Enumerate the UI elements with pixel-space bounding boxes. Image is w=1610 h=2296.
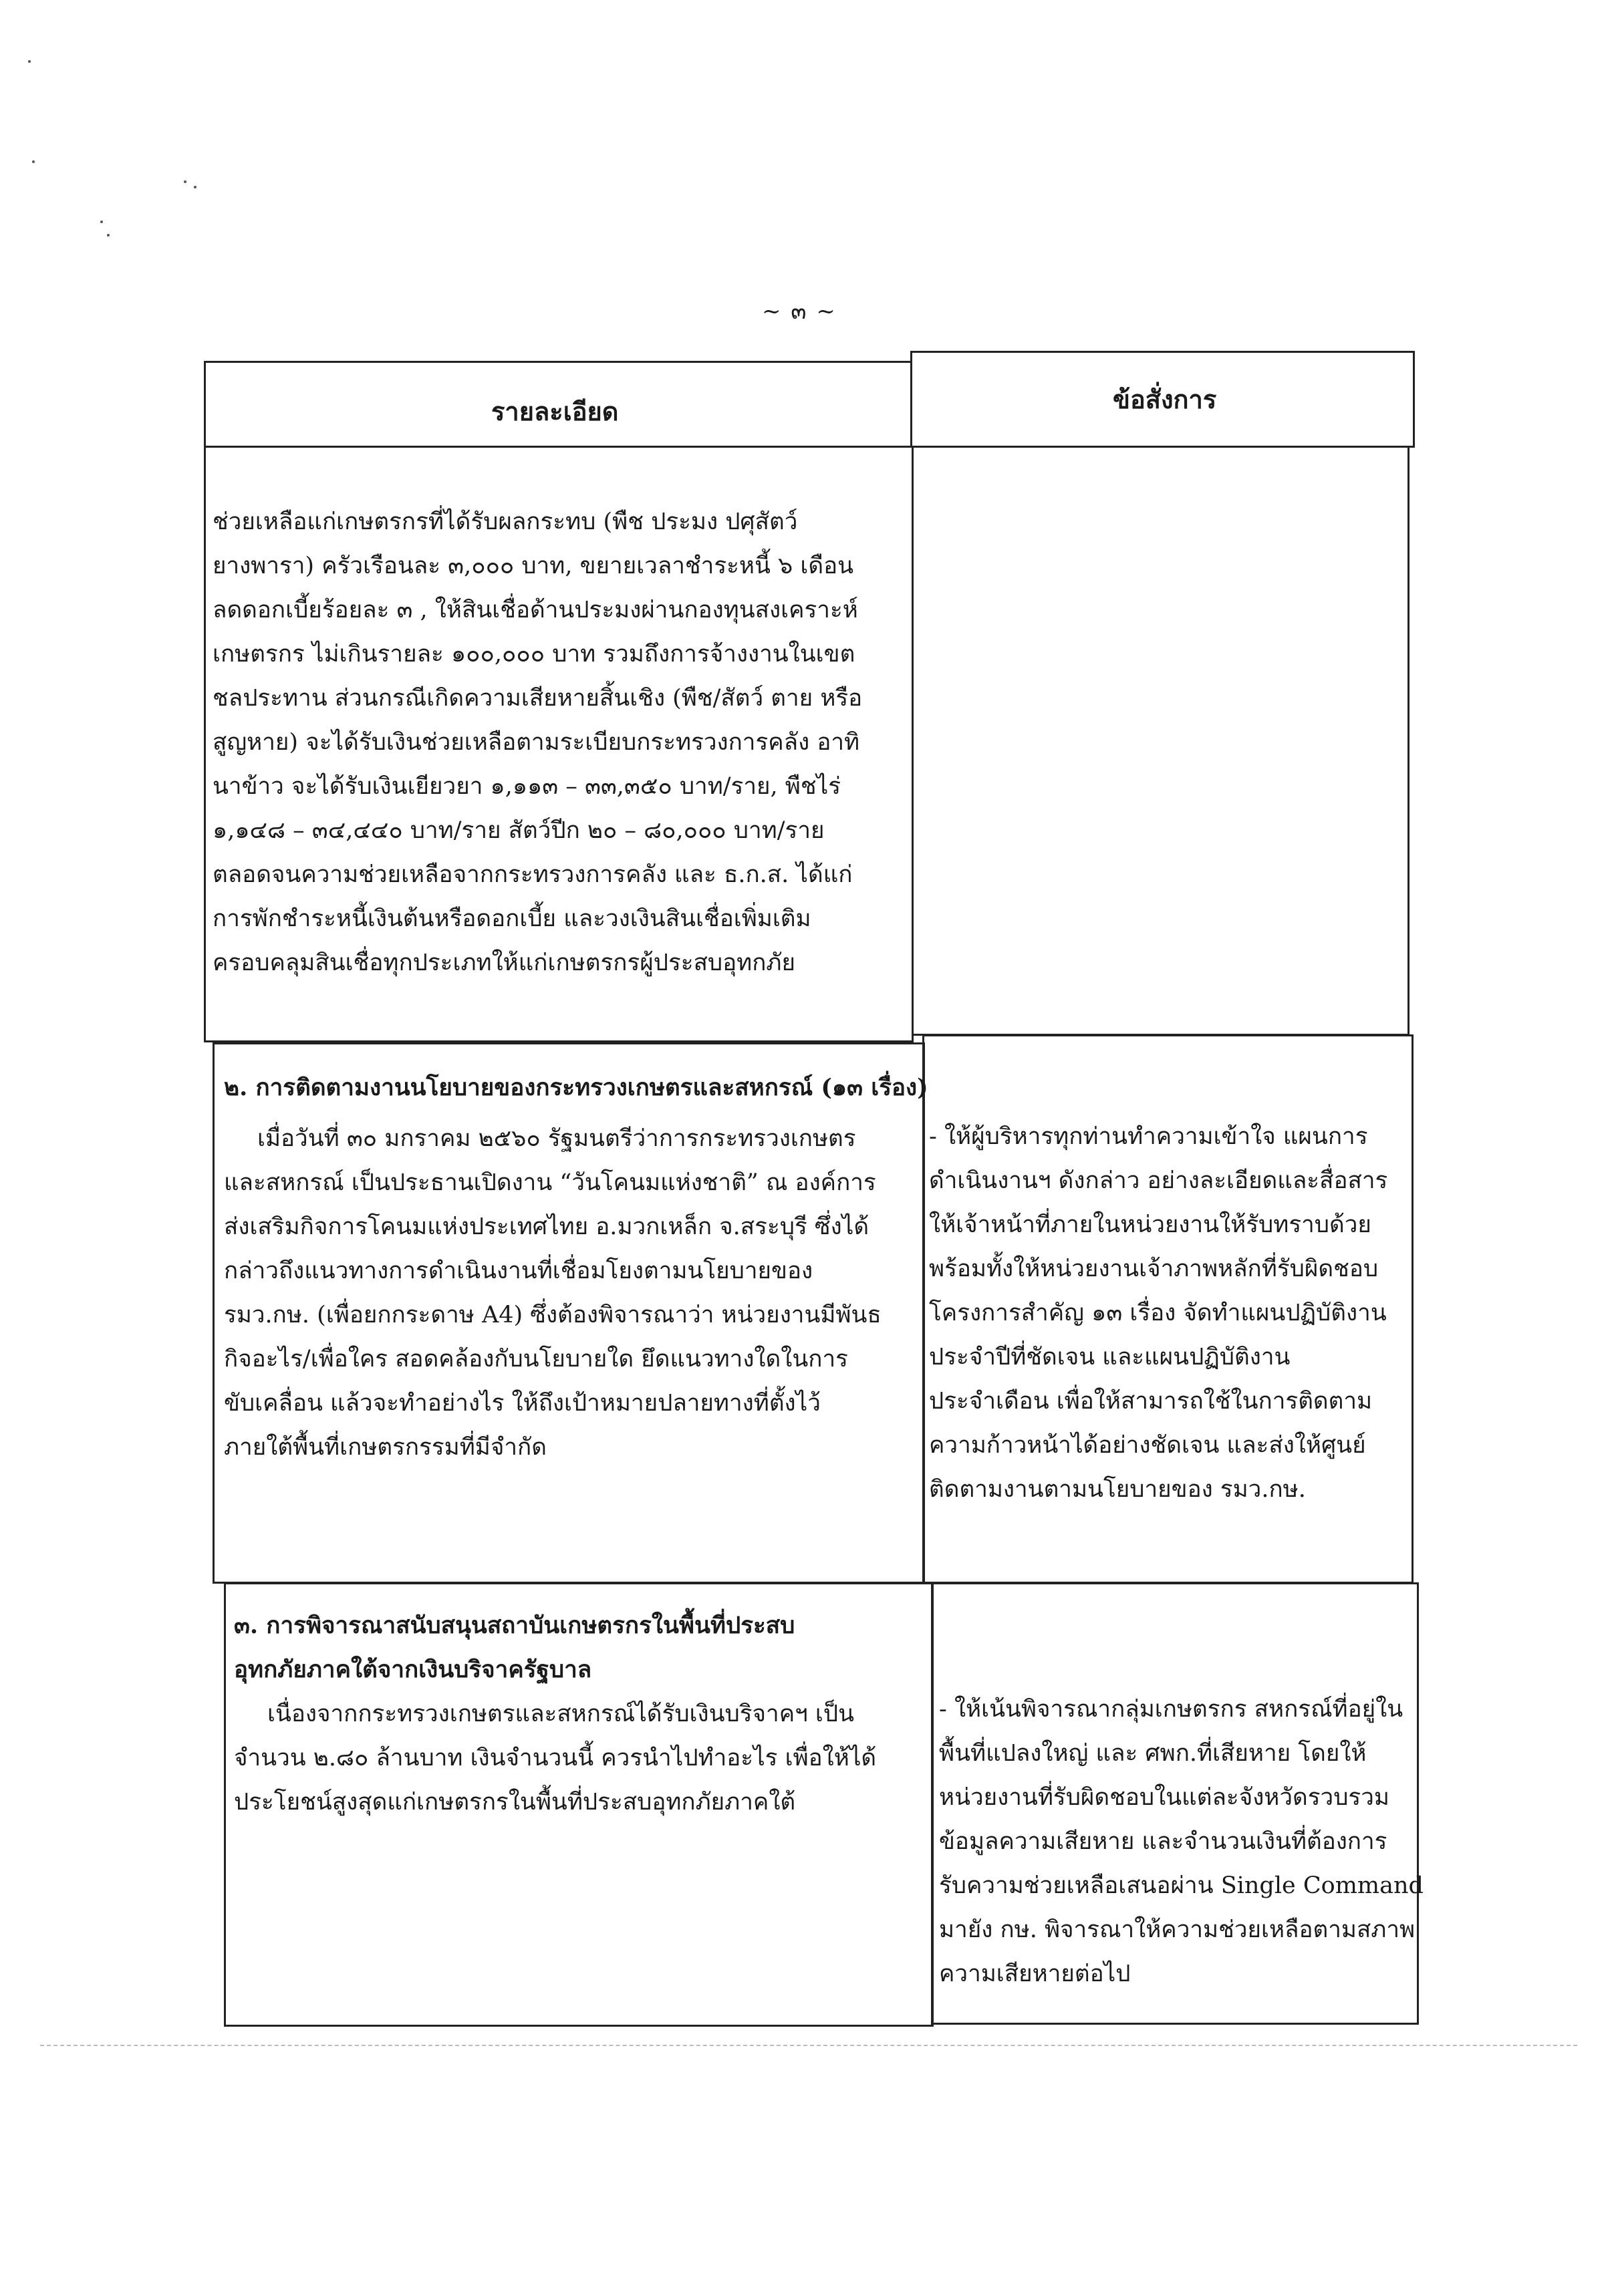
row1-orders-cell (912, 446, 1410, 1036)
scan-speck (184, 180, 186, 183)
text-line: ครอบคลุมสินเชื่อทุกประเภทให้แก่เกษตรกรผู้ประสบอุทกภัย (213, 950, 796, 976)
text-line: พื้นที่แปลงใหญ่ และ ศพก.ที่เสียหาย โดยให้ (939, 1740, 1367, 1767)
scan-dash-line (40, 2045, 1577, 2046)
text-line: จำนวน ๒.๘๐ ล้านบาท เงินจำนวนนี้ ควรนำไปทำอะไร เพื่อให้ได้ (234, 1745, 877, 1771)
text-line: ประจำปีที่ชัดเจน และแผนปฏิบัติงาน (929, 1344, 1291, 1371)
text-line: รมว.กษ. (เพื่อยกกระดาษ A4) ซึ่งต้องพิจารณาว่า หน่วยงานมีพันธ (224, 1302, 882, 1328)
row3-title-line: ๓. การพิจารณาสนับสนุนสถาบันเกษตรกรในพื้นที่ประสบ (234, 1612, 795, 1639)
text-line: โครงการสำคัญ ๑๓ เรื่อง จัดทำแผนปฏิบัติงาน (929, 1300, 1387, 1326)
text-line: ชลประทาน ส่วนกรณีเกิดความเสียหายสิ้นเชิง (พืช/สัตว์ ตาย หรือ (213, 685, 863, 712)
text-line: ความเสียหายต่อไป (939, 1961, 1131, 1987)
text-line: มายัง กษ. พิจารณาให้ความช่วยเหลือตามสภาพ (939, 1916, 1416, 1943)
text-line: รับความช่วยเหลือเสนอผ่าน Single Command (939, 1872, 1424, 1899)
scan-speck (28, 60, 31, 63)
text-line: - ให้เน้นพิจารณากลุ่มเกษตรกร สหกรณ์ที่อยู่ใน (939, 1696, 1403, 1723)
text-line: สูญหาย) จะได้รับเงินช่วยเหลือตามระเบียบกระทรวงการคลัง อาทิ (213, 729, 860, 756)
text-line: ๑,๑๔๘ – ๓๔,๔๔๐ บาท/ราย สัตว์ปีก ๒๐ – ๘๐,๐๐๐ บาท/ราย (213, 817, 825, 844)
row1-details-text (213, 500, 862, 985)
header-details: รายละเอียด (491, 396, 619, 426)
row2-details-text (224, 1066, 928, 1469)
header-orders: ข้อสั่งการ (1113, 384, 1217, 414)
text-line: เมื่อวันที่ ๓๐ มกราคม ๒๕๖๐ รัฐมนตรีว่าการกระทรวงเกษตร (257, 1125, 856, 1152)
text-line: กิจอะไร/เพื่อใคร สอดคล้องกับนโยบายใด ยึดแนวทางใดในการ (224, 1346, 848, 1373)
scan-speck (100, 221, 103, 223)
scan-speck (107, 234, 110, 237)
text-line: การพักชำระหนี้เงินต้นหรือดอกเบี้ย และวงเงินสินเชื่อเพิ่มเติม (213, 905, 811, 932)
row2-title: ๒. การติดตามงานนโยบายของกระทรวงเกษตรและสหกรณ์ (๑๓ เรื่อง) (224, 1074, 928, 1101)
page-number: ~ ๓ ~ (762, 298, 837, 325)
text-line: ให้เจ้าหน้าที่ภายในหน่วยงานให้รับทราบด้วย (929, 1211, 1371, 1238)
text-line: เนื่องจากกระทรวงเกษตรและสหกรณ์ได้รับเงินบริจาคฯ เป็น (267, 1701, 855, 1727)
row3-details-text (234, 1604, 876, 1824)
text-line: ดำเนินงานฯ ดังกล่าว อย่างละเอียดและสื่อสาร (929, 1167, 1388, 1194)
text-line: เกษตรกร ไม่เกินรายละ ๑๐๐,๐๐๐ บาท รวมถึงการจ้างงานในเขต (213, 641, 855, 668)
text-line: ประโยชน์สูงสุดแก่เกษตรกรในพื้นที่ประสบอุทกภัยภาคใต้ (234, 1789, 796, 1816)
text-line: ข้อมูลความเสียหาย และจำนวนเงินที่ต้องการ (939, 1828, 1387, 1855)
text-line: และสหกรณ์ เป็นประธานเปิดงาน “วันโคนมแห่งชาติ” ณ องค์การ (224, 1169, 876, 1196)
text-line: ช่วยเหลือแก่เกษตรกรที่ได้รับผลกระทบ (พืช ประมง ปศุสัตว์ (213, 509, 798, 535)
scan-speck (194, 186, 196, 188)
row2-orders-text (929, 1115, 1387, 1512)
text-line: หน่วยงานที่รับผิดชอบในแต่ละจังหวัดรวบรวม (939, 1784, 1389, 1811)
text-line: ประจำเดือน เพื่อให้สามารถใช้ในการติดตาม (929, 1388, 1373, 1415)
text-line: กล่าวถึงแนวทางการดำเนินงานที่เชื่อมโยงตามนโยบายของ (224, 1258, 813, 1284)
text-line: ตลอดจนความช่วยเหลือจากกระทรวงการคลัง และ ธ.ก.ส. ได้แก่ (213, 861, 853, 888)
row3-orders-text (939, 1687, 1424, 1996)
text-line: ยางพารา) ครัวเรือนละ ๓,๐๐๐ บาท, ขยายเวลาชำระหนี้ ๖ เดือน (213, 553, 854, 579)
text-line: - ให้ผู้บริหารทุกท่านทำความเข้าใจ แผนการ (929, 1123, 1368, 1150)
text-line: ภายใต้พื้นที่เกษตรกรรมที่มีจำกัด (224, 1434, 547, 1461)
row3-title-line: อุทกภัยภาคใต้จากเงินบริจาครัฐบาล (234, 1656, 592, 1683)
text-line: พร้อมทั้งให้หน่วยงานเจ้าภาพหลักที่รับผิดชอบ (929, 1256, 1379, 1282)
text-line: ความก้าวหน้าได้อย่างชัดเจน และส่งให้ศูนย์ (929, 1432, 1366, 1459)
text-line: ขับเคลื่อน แล้วจะทำอย่างไร ให้ถึงเป้าหมายปลายทางที่ตั้งไว้ (224, 1390, 821, 1417)
text-line: ติดตามงานตามนโยบายของ รมว.กษ. (929, 1476, 1306, 1503)
text-line: นาข้าว จะได้รับเงินเยียวยา ๑,๑๑๓ – ๓๓,๓๕๐ บาท/ราย, พืชไร่ (213, 773, 841, 800)
text-line: ลดดอกเบี้ยร้อยละ ๓ , ให้สินเชื่อด้านประมงผ่านกองทุนสงเคราะห์ (213, 597, 858, 623)
scan-speck (32, 160, 35, 163)
text-line: ส่งเสริมกิจการโคนมแห่งประเทศไทย อ.มวกเหล็ก จ.สระบุรี ซึ่งได้ (224, 1213, 869, 1240)
